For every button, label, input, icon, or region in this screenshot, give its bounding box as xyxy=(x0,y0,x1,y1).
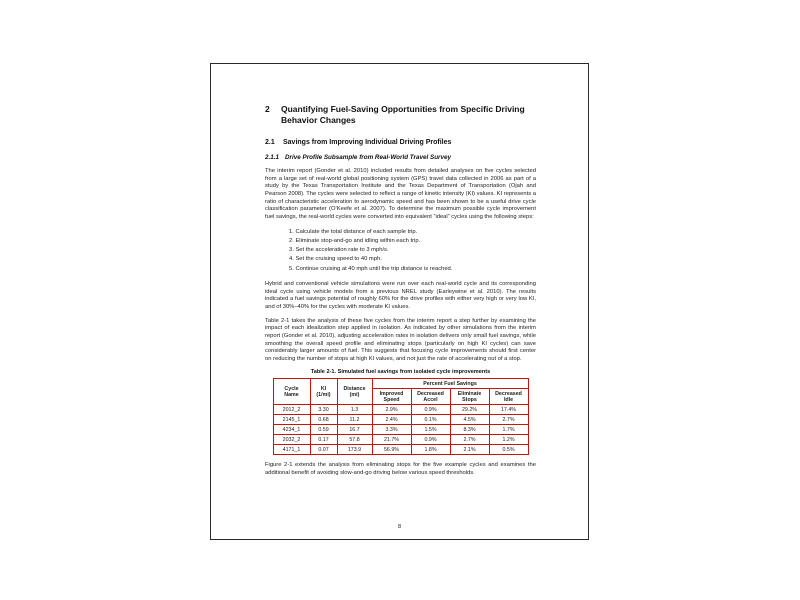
subsection-heading xyxy=(265,138,536,147)
cell: 16.7 xyxy=(337,425,372,435)
cell: 56.9% xyxy=(372,445,411,455)
cell: 21.7% xyxy=(372,435,411,445)
section-number: 2 xyxy=(265,104,270,114)
cell: 0.9% xyxy=(411,405,450,415)
cell: 4.5% xyxy=(450,415,489,425)
cell: 0.17 xyxy=(310,435,337,445)
cell: 2012_2 xyxy=(273,405,310,415)
cell: 2.4% xyxy=(372,415,411,425)
paragraph-simulation-results: Hybrid and conventional vehicle simulations were run over each real-world cycle and its corresponding ideal cycle using vehicle models from a previous NREL study (Earleywine et al. 2010). The results indicated a fuel savings potential of roughly 60% for the drive profiles with either very high or very low KI, and of 30%–40% for the cycles with moderate KI values. xyxy=(265,281,536,310)
cell: 4171_1 xyxy=(273,445,310,455)
cell: 29.2% xyxy=(450,405,489,415)
cell: 17.4% xyxy=(489,405,528,415)
cell: 0.9% xyxy=(411,435,450,445)
paragraph-table-discussion: Table 2-1 takes the analysis of these five cycles from the interim report a step further by examining the impact of each idealization step applied in isolation. As indicated by other simulations from the interim report (Gonder et al. 2010), adjusting acceleration rates in isolation delivers only small fuel savings, while smoothing the overall speed profile and eliminating stops (particularly on high KI cycles) can save considerably larger amounts of fuel. This suggests that focusing cycle improvements should first center on reducing the number of stops at high KI values, and not just the rate of accelerating out of a stop. xyxy=(265,317,536,362)
cell: 2032_2 xyxy=(273,435,310,445)
paragraph-figure-reference: Figure 2-1 extends the analysis from eliminating stops for the five example cycles and examines the additional benefit of avoiding slow-and-go driving below various speed thresholds. xyxy=(265,462,536,477)
subsubsection-title: Drive Profile Subsample from Real-World Travel Survey xyxy=(285,154,451,162)
step-item: 1. Calculate the total distance of each sample trip. xyxy=(289,228,418,235)
report-page xyxy=(210,63,589,540)
cell: 3.30 xyxy=(310,405,337,415)
cell: 2.7% xyxy=(489,415,528,425)
col-decreased-idle: Decreased Idle xyxy=(489,389,528,405)
table-row xyxy=(273,405,528,415)
paragraph-intro: The interim report (Gonder et al. 2010) included results from detailed analyses on five cycles selected from a large set of real-world global positioning system (GPS) travel data collected in 2006 as part of a study by the Texas Transportation Institute and the Texas Department of Transportation (Ojah and Pearson 2008). The cycles were selected to reflect a range of kinetic intensity (KI) values. KI represents a ratio of characteristic acceleration to aerodynamic speed and has been shown to be a useful drive cycle classification parameter (O’Keefe et al. 2007). To determine the maximum possible cycle improvement fuel savings, the real-world cycles were converted into equivalent “ideal” cycles using the following steps: xyxy=(265,168,536,221)
table-body xyxy=(273,405,528,455)
step-item: 2. Eliminate stop-and-go and idling within each trip. xyxy=(289,237,421,244)
subsection-number: 2.1 xyxy=(265,138,275,146)
table-header xyxy=(273,379,528,405)
table-row xyxy=(273,425,528,435)
cell: 2.9% xyxy=(372,405,411,415)
page-number: 8 xyxy=(397,524,402,530)
col-distance: Distance (mi) xyxy=(337,379,372,405)
cell: 0.59 xyxy=(310,425,337,435)
cell: 1.5% xyxy=(411,425,450,435)
cell: 2.7% xyxy=(450,435,489,445)
table-row xyxy=(273,415,528,425)
cell: 4234_1 xyxy=(273,425,310,435)
cell: 57.8 xyxy=(337,435,372,445)
step-item: 4. Set the cruising speed to 40 mph. xyxy=(289,256,382,263)
col-ki: KI (1/mi) xyxy=(310,379,337,405)
col-cycle-name: Cycle Name xyxy=(273,379,310,405)
cell: 0.5% xyxy=(489,445,528,455)
cell: 1.8% xyxy=(411,445,450,455)
cell: 2145_1 xyxy=(273,415,310,425)
table-row xyxy=(273,445,528,455)
section-title: Quantifying Fuel-Saving Opportunities from Specific Driving Behavior Changes xyxy=(281,104,525,126)
col-improved-speed: Improved Speed xyxy=(372,389,411,405)
fuel-savings-table xyxy=(273,378,529,455)
idealization-steps-list xyxy=(265,228,536,274)
section-heading xyxy=(265,104,536,127)
cell: 11.2 xyxy=(337,415,372,425)
cell: 8.3% xyxy=(450,425,489,435)
table-row xyxy=(273,435,528,445)
cell: 3.3% xyxy=(372,425,411,435)
col-eliminate-stops: Eliminate Stops xyxy=(450,389,489,405)
cell: 0.1% xyxy=(411,415,450,425)
cell: 1.2% xyxy=(489,435,528,445)
step-item: 3. Set the acceleration rate to 3 mph/s. xyxy=(289,247,389,254)
subsubsection-number: 2.1.1 xyxy=(265,154,280,162)
col-decreased-accel: Decreased Accel xyxy=(411,389,450,405)
subsection-title: Savings from Improving Individual Driving Profiles xyxy=(283,138,452,146)
cell: 1.7% xyxy=(489,425,528,435)
subsubsection-heading xyxy=(265,154,536,162)
cell: 1.3 xyxy=(337,405,372,415)
cell: 0.68 xyxy=(310,415,337,425)
step-item: 5. Continue cruising at 40 mph until the trip distance is reached. xyxy=(289,265,453,272)
cell: 0.07 xyxy=(310,445,337,455)
col-group-percent-fuel-savings: Percent Fuel Savings xyxy=(372,379,528,389)
cell: 2.1% xyxy=(450,445,489,455)
cell: 173.9 xyxy=(337,445,372,455)
table-caption: Table 2-1. Simulated fuel savings from isolated cycle improvements xyxy=(310,369,491,376)
